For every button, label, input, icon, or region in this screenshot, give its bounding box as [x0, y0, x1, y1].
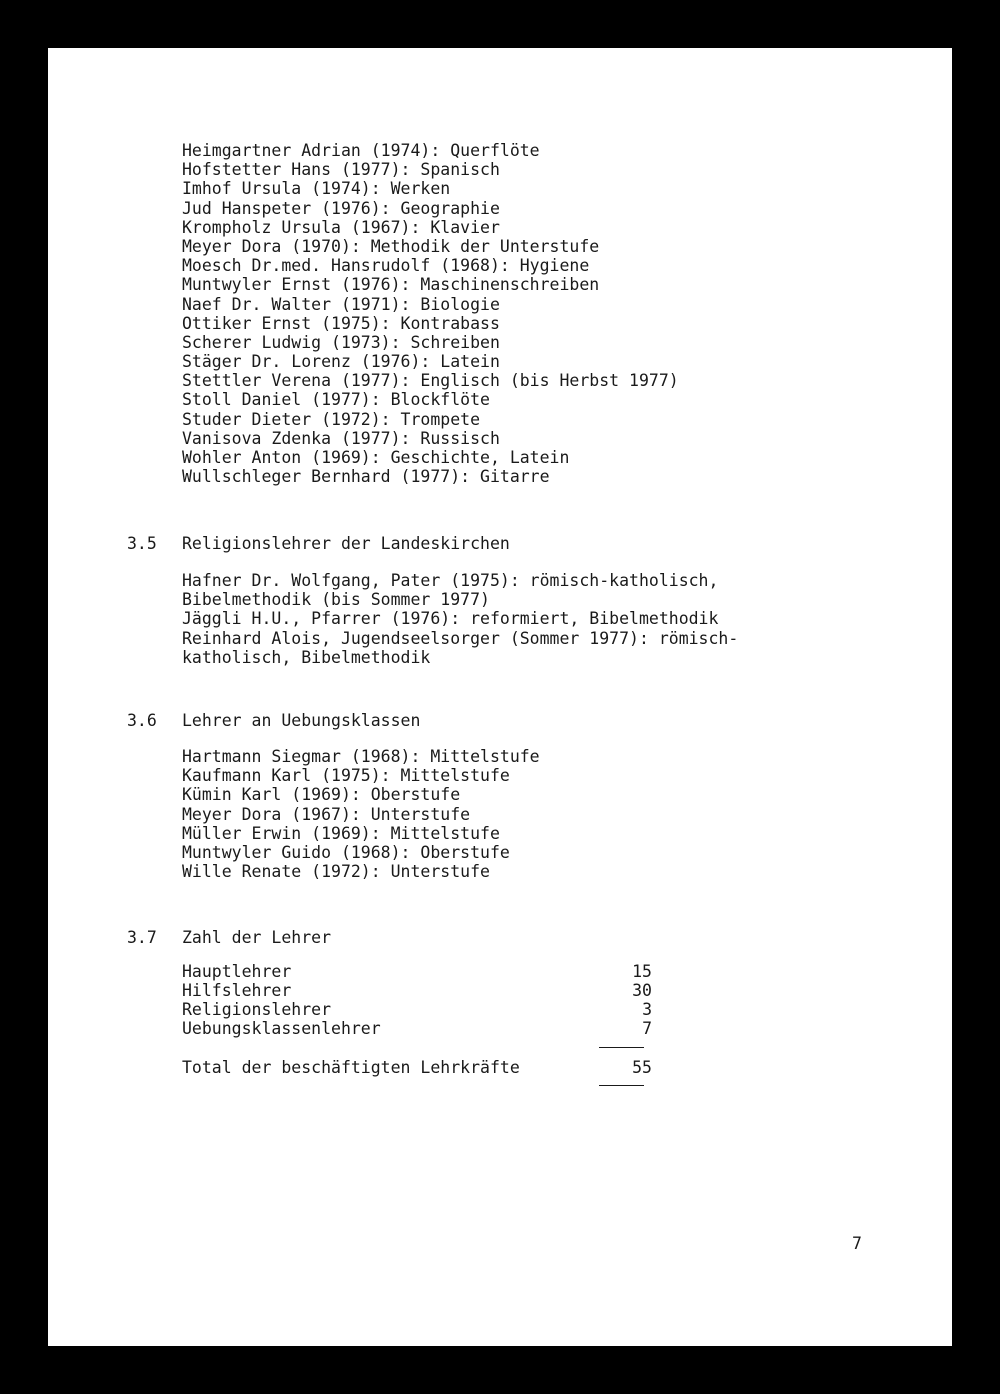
- religion-teachers-list: [182, 571, 738, 667]
- document-page: [48, 48, 952, 1346]
- total-row: [182, 1058, 652, 1077]
- list-item: Stoll Daniel (1977): Blockflöte: [182, 390, 490, 410]
- teacher-count-total: [182, 1058, 652, 1077]
- section-title: Zahl der Lehrer: [182, 928, 332, 947]
- list-item: Kümin Karl (1969): Oberstufe: [182, 785, 461, 805]
- list-item: Reinhard Alois, Jugendseelsorger (Sommer 1977): römisch-: [182, 628, 739, 648]
- count-label: Uebungsklassenlehrer: [182, 1019, 381, 1038]
- list-item: Stäger Dr. Lorenz (1976): Latein: [182, 352, 500, 372]
- list-item: Meyer Dora (1967): Unterstufe: [182, 804, 471, 824]
- count-label: Hauptlehrer: [182, 962, 292, 981]
- section-number: 3.6: [127, 711, 157, 730]
- list-item: Stettler Verena (1977): Englisch (bis Herbst 1977): [182, 371, 679, 391]
- page-number: 7: [852, 1234, 862, 1253]
- count-value: 15: [632, 962, 652, 981]
- list-item: Jäggli H.U., Pfarrer (1976): reformiert, Bibelmethodik: [182, 609, 719, 629]
- count-row: [182, 962, 652, 981]
- list-item: Müller Erwin (1969): Mittelstufe: [182, 823, 500, 843]
- count-value: 3: [642, 1000, 652, 1019]
- list-item: Imhof Ursula (1974): Werken: [182, 179, 451, 199]
- list-item: Bibelmethodik (bis Sommer 1977): [182, 590, 490, 610]
- list-item: Muntwyler Guido (1968): Oberstufe: [182, 842, 510, 862]
- list-item: Heimgartner Adrian (1974): Querflöte: [182, 141, 540, 160]
- list-item: katholisch, Bibelmethodik: [182, 647, 431, 667]
- list-item: Scherer Ludwig (1973): Schreiben: [182, 332, 500, 352]
- list-item: Wohler Anton (1969): Geschichte, Latein: [182, 448, 570, 467]
- count-row: [182, 1000, 652, 1019]
- list-item: Vanisova Zdenka (1977): Russisch: [182, 428, 500, 448]
- count-label: Religionslehrer: [182, 1000, 332, 1019]
- list-item: Naef Dr. Walter (1971): Biologie: [182, 294, 500, 314]
- list-item: Wille Renate (1972): Unterstufe: [182, 862, 490, 882]
- section-number: 3.5: [127, 534, 157, 553]
- list-item: Muntwyler Ernst (1976): Maschinenschreiben: [182, 275, 600, 295]
- list-item: Hafner Dr. Wolfgang, Pater (1975): römisch-katholisch,: [182, 571, 719, 590]
- count-value: 30: [632, 981, 652, 1000]
- total-underline: [599, 1085, 644, 1086]
- count-value: 7: [642, 1019, 652, 1038]
- teachers-list: [182, 141, 679, 486]
- list-item: Hartmann Siegmar (1968): Mittelstufe: [182, 747, 540, 766]
- list-item: Hofstetter Hans (1977): Spanisch: [182, 160, 500, 180]
- list-item: Ottiker Ernst (1975): Kontrabass: [182, 313, 500, 333]
- sum-rule: [599, 1047, 644, 1048]
- list-item: Krompholz Ursula (1967): Klavier: [182, 217, 500, 237]
- list-item: Wullschleger Bernhard (1977): Gitarre: [182, 467, 550, 487]
- section-title: Religionslehrer der Landeskirchen: [182, 534, 510, 553]
- total-value: 55: [632, 1058, 652, 1077]
- list-item: Jud Hanspeter (1976): Geographie: [182, 198, 500, 218]
- teacher-count-table: [182, 962, 652, 1038]
- list-item: Kaufmann Karl (1975): Mittelstufe: [182, 766, 510, 786]
- section-number: 3.7: [127, 928, 157, 947]
- count-row: [182, 1019, 652, 1038]
- list-item: Moesch Dr.med. Hansrudolf (1968): Hygiene: [182, 256, 590, 276]
- count-label: Hilfslehrer: [182, 981, 292, 1000]
- section-title: Lehrer an Uebungsklassen: [182, 711, 421, 730]
- count-row: [182, 981, 652, 1000]
- total-label: Total der beschäftigten Lehrkräfte: [182, 1058, 520, 1077]
- list-item: Meyer Dora (1970): Methodik der Unterstufe: [182, 236, 600, 256]
- list-item: Studer Dieter (1972): Trompete: [182, 409, 481, 429]
- practice-class-teachers-list: [182, 747, 540, 881]
